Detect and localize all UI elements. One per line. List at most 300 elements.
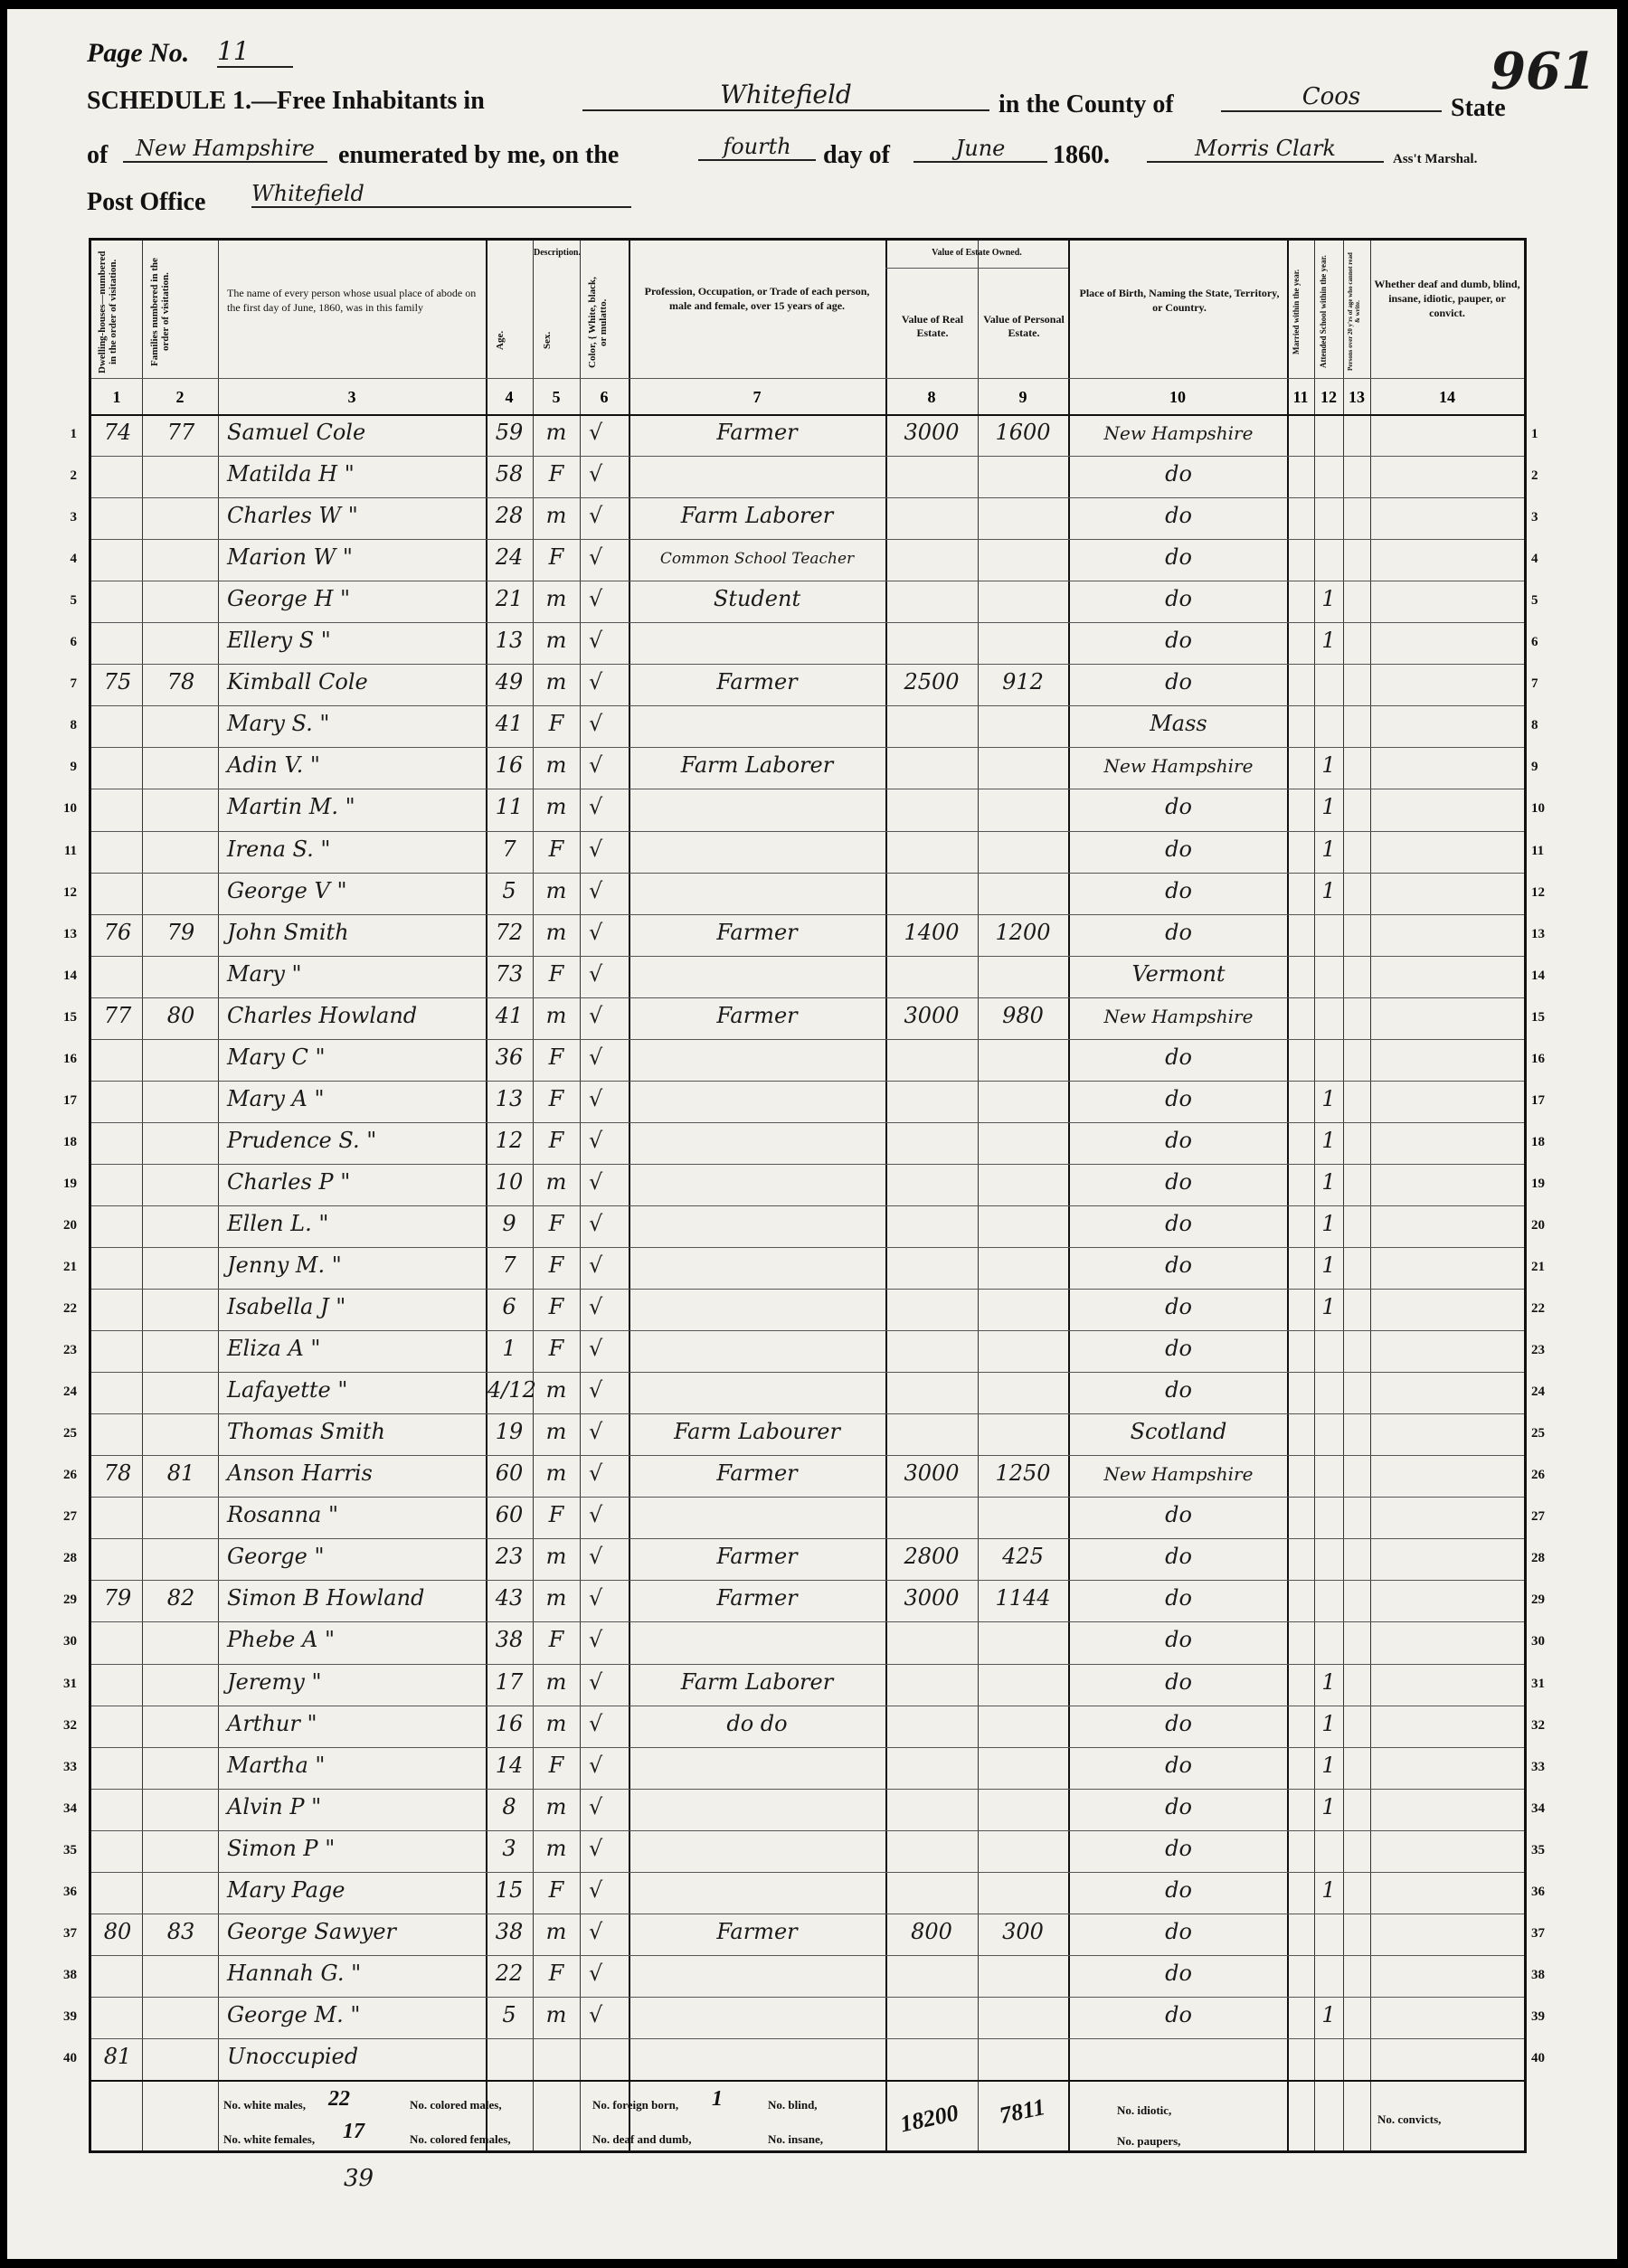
cell-name: George " [227,1544,325,1570]
cell-school: 1 [1321,1168,1336,1195]
line-number-right: 17 [1531,1092,1545,1108]
line-number-right: 9 [1531,760,1538,775]
col-num-3: 3 [347,388,356,406]
cell-school: 1 [1321,1793,1336,1819]
state-label: State [1451,94,1506,122]
cell-birth: do [1165,669,1192,695]
tally-check-icon: √ [589,960,603,987]
cell-name: Rosanna " [227,1502,339,1528]
cell-age: 1 [502,1336,516,1362]
value-group-header: Value of Estate Owned. [932,248,1022,258]
table-row [63,1664,1545,1706]
col-num-4: 4 [505,388,514,406]
cell-fam: 81 [166,1460,195,1487]
cell-occ: Farm Laborer [680,752,834,779]
cell-age: 73 [495,960,524,987]
cell-sex: F [548,960,564,987]
cell-sex: F [548,1127,564,1153]
cell-sex: m [545,1168,567,1195]
cell-birth: do [1165,1502,1192,1528]
line-number-left: 40 [63,2050,77,2065]
line-number-right: 28 [1531,1551,1545,1566]
tally-check-icon: √ [589,1336,603,1362]
line-number-left: 34 [63,1800,77,1816]
tally-check-icon: √ [589,1960,603,1986]
line-number-right: 7 [1531,676,1538,692]
col-header-5: Sex. [542,331,553,349]
line-number-right: 20 [1531,1217,1545,1233]
cell-sex: m [545,752,567,779]
cell-dw: 80 [103,1918,132,1944]
tally-check-icon: √ [589,586,603,612]
cell-birth: do [1165,1710,1192,1736]
cell-age: 58 [495,461,524,487]
col-num-6: 6 [600,388,609,406]
cell-sex: F [548,1044,564,1070]
line-number-left: 10 [63,801,77,817]
line-number-left: 23 [63,1343,77,1358]
cell-age: 60 [495,1460,524,1487]
line-number-right: 19 [1531,1176,1545,1191]
table-row [63,1247,1545,1289]
cell-name: Martin M. " [227,794,355,820]
line-number-left: 14 [63,968,77,983]
cell-age: 10 [495,1168,524,1195]
cell-birth: do [1165,1585,1192,1611]
table-row [70,622,1538,664]
col-num-11: 11 [1292,388,1309,406]
table-row [70,456,1538,497]
table-row [63,956,1545,997]
cell-age: 16 [495,752,524,779]
cell-name: Lafayette " [227,1377,348,1403]
cell-fam: 77 [166,420,195,445]
cell-sex: m [545,628,567,654]
tally-check-icon: √ [589,1460,603,1487]
post-office-label: Post Office [87,188,206,216]
cell-school: 1 [1321,628,1336,654]
table-row [63,831,1545,873]
cell-age: 49 [495,669,524,695]
line-number-left: 31 [63,1676,77,1691]
cell-pers: 300 [1002,1918,1044,1944]
colored-males-label: No. colored males, [410,2098,502,2112]
cell-name: Hannah G. " [227,1960,362,1986]
tally-check-icon: √ [589,1627,603,1653]
cell-sex: m [545,1460,567,1487]
cell-fam: 80 [166,1002,195,1028]
cell-sex: m [545,420,567,445]
cell-age: 5 [502,2001,516,2027]
personal-estate-total: 7811 [997,2093,1047,2129]
cell-birth: do [1165,1294,1192,1320]
state: New Hampshire [123,136,327,163]
table-row [70,581,1538,622]
cell-real: 3000 [904,1585,960,1611]
cell-dw: 75 [103,669,132,695]
cell-birth: do [1165,919,1192,945]
enumeration-day: fourth [698,134,816,161]
col-num-10: 10 [1169,388,1186,406]
cell-name: George M. " [227,2001,361,2027]
cell-age: 21 [495,586,524,612]
cell-sex: m [545,1668,567,1695]
line-number-left: 6 [70,635,77,650]
cell-school: 1 [1321,1294,1336,1320]
line-number-right: 5 [1531,593,1538,609]
line-number-left: 29 [63,1592,77,1608]
table-row [63,2038,1545,2080]
cell-pers: 1600 [995,420,1051,445]
line-number-left: 9 [70,760,77,775]
cell-real: 800 [911,1918,952,1944]
line-number-right: 14 [1531,968,1545,983]
line-number-right: 1 [1531,427,1538,441]
cell-pers: 1200 [995,919,1051,945]
cell-occ: Student [713,586,801,612]
col-header-9: Value of Personal Estate. [983,313,1065,339]
cell-age: 24 [495,544,524,571]
table-row [63,789,1545,830]
cell-name: Phebe A " [227,1627,336,1653]
cell-sex: F [548,1210,564,1236]
cell-birth: do [1165,1793,1192,1819]
cell-sex: m [545,1002,567,1028]
tally-check-icon: √ [589,503,603,529]
cell-birth: New Hampshire [1103,1005,1254,1027]
cell-pers: 1250 [995,1460,1051,1487]
cell-age: 13 [495,1085,524,1111]
table-row [70,414,1538,456]
cell-name: George H " [227,586,351,612]
tally-check-icon: √ [589,1876,603,1903]
cell-age: 4/12 [487,1377,536,1403]
cell-name: Martha " [227,1752,326,1778]
col-num-1: 1 [112,388,121,406]
cell-name: Adin V. " [227,752,320,779]
col-header-4: Age. [495,330,506,350]
town: Whitefield [582,80,989,111]
table-row [63,1706,1545,1747]
col-num-12: 12 [1320,388,1337,406]
table-row [70,747,1538,789]
cell-name: Anson Harris [227,1460,373,1487]
cell-school: 1 [1321,752,1336,779]
table-row [63,1621,1545,1663]
line-number-left: 13 [63,926,77,941]
col-header-11: Married within the year. [1292,269,1301,355]
table-row [63,1872,1545,1914]
col-header-14: Whether deaf and dumb, blind, insane, idiotic, pauper, or convict. [1374,278,1520,319]
col-header-13: Persons over 20 y'rs of age who cannot read & write. [1347,252,1361,372]
cell-fam: 83 [166,1918,195,1944]
schedule-title: SCHEDULE 1.—Free Inhabitants in [87,87,485,115]
foreign-born-label: No. foreign born, [592,2098,679,2112]
line-number-left: 5 [70,593,77,609]
line-number-left: 21 [63,1260,77,1274]
cell-age: 14 [495,1752,524,1778]
tally-check-icon: √ [589,1085,603,1111]
cell-sex: F [548,836,564,862]
cell-occ: Farm Laborer [680,1668,834,1695]
table-row [70,705,1538,747]
tally-check-icon: √ [589,1668,603,1695]
line-number-right: 6 [1531,635,1538,650]
col-num-9: 9 [1018,388,1027,406]
cell-sex: m [545,1419,567,1445]
cell-fam: 82 [166,1585,195,1611]
marshal-name: Morris Clark [1147,136,1384,163]
table-row [63,1997,1545,2038]
cell-dw: 79 [103,1585,132,1611]
tally-check-icon: √ [589,1918,603,1944]
line-number-left: 38 [63,1967,77,1982]
cell-birth: do [1165,628,1192,654]
cell-birth: New Hampshire [1103,755,1254,778]
cell-sex: F [548,461,564,487]
line-number-right: 23 [1531,1343,1545,1358]
cell-school: 1 [1321,1668,1336,1695]
table-row [63,1081,1545,1122]
cell-name: Alvin P " [227,1793,322,1819]
enumeration-year: 1860. [1053,141,1110,169]
cell-birth: do [1165,1085,1192,1111]
tally-check-icon: √ [589,1835,603,1861]
stamp-number: 961 [1491,42,1596,101]
cell-real: 3000 [904,420,960,445]
cell-name: Simon P " [227,1835,336,1861]
cell-age: 23 [495,1544,524,1570]
white-males-label: No. white males, [223,2098,306,2112]
cell-birth: do [1165,836,1192,862]
table-row [63,1205,1545,1247]
cell-birth: New Hampshire [1103,1463,1254,1486]
line-number-right: 35 [1531,1842,1545,1857]
line-number-left: 18 [63,1134,77,1149]
cell-sex: F [548,1252,564,1278]
tally-check-icon: √ [589,669,603,695]
cell-sex: m [545,586,567,612]
enumerated-label: enumerated by me, on the [338,141,620,169]
cell-name: Mary C " [227,1044,326,1070]
cell-school: 1 [1321,1752,1336,1778]
cell-sex: m [545,877,567,903]
col-num-14: 14 [1439,388,1455,406]
cell-name: Irena S. " [227,836,331,862]
line-number-left: 24 [63,1384,77,1400]
cell-sex: F [548,544,564,571]
cell-name: Marion W " [227,544,353,571]
cell-occ: Common School Teacher [659,550,855,569]
cell-name: Arthur " [227,1710,317,1736]
cell-school: 1 [1321,1085,1336,1111]
cell-birth: do [1165,1752,1192,1778]
cell-school: 1 [1321,794,1336,820]
tally-check-icon: √ [589,877,603,903]
table-row [63,1538,1545,1580]
tally-check-icon: √ [589,1585,603,1611]
cell-name: Charles P " [227,1168,351,1195]
table-row [70,539,1538,581]
cell-name: Charles Howland [227,1002,418,1028]
col-header-3: The name of every person whose usual place of abode on the first day of June, 1860, was in this family [227,287,477,314]
table-row [63,1914,1545,1955]
cell-age: 28 [495,503,524,529]
col-num-5: 5 [552,388,561,406]
line-number-right: 3 [1531,510,1538,525]
table-row [70,497,1538,539]
cell-occ: Farmer [716,420,798,445]
tally-check-icon: √ [589,836,603,862]
cell-birth: do [1165,586,1192,612]
cell-sex: m [545,1585,567,1611]
col-header-10: Place of Birth, Naming the State, Territory, or Country. [1079,287,1280,314]
line-number-right: 39 [1531,2008,1545,2024]
tally-check-icon: √ [589,919,603,945]
cell-sex: m [545,2001,567,2027]
table-row [63,873,1545,914]
cell-birth: Vermont [1131,960,1226,987]
cell-real: 3000 [904,1460,960,1487]
cell-sex: F [548,1876,564,1903]
tally-check-icon: √ [589,1544,603,1570]
line-number-right: 4 [1531,552,1538,567]
tally-check-icon: √ [589,1168,603,1195]
cell-age: 36 [495,1044,524,1070]
cell-age: 13 [495,628,524,654]
cell-name: Mary S. " [227,711,330,737]
cell-pers: 980 [1002,1002,1044,1028]
real-estate-total: 18200 [897,2099,961,2138]
line-number-left: 22 [63,1301,77,1317]
cell-occ: Farm Laborer [680,503,834,529]
cell-occ: Farmer [716,919,798,945]
cell-birth: do [1165,461,1192,487]
cell-occ: Farmer [716,1585,798,1611]
enumeration-month: June [913,136,1047,163]
cell-occ: Farmer [716,669,798,695]
col-num-8: 8 [927,388,936,406]
cell-name: Mary A " [227,1085,325,1111]
of-label: of [87,141,109,169]
cell-birth: do [1165,544,1192,571]
cell-name: Eliza A " [227,1336,321,1362]
line-number-right: 16 [1531,1051,1545,1066]
cell-fam: 78 [166,669,195,695]
cell-sex: F [548,1336,564,1362]
line-number-left: 17 [63,1092,77,1108]
tally-check-icon: √ [589,1044,603,1070]
cell-age: 15 [495,1876,524,1903]
tally-check-icon: √ [589,1419,603,1445]
line-number-left: 36 [63,1884,77,1899]
col-header-1: Dwelling-houses—numbered in the order of visitation. [97,250,118,373]
table-row [63,1372,1545,1413]
cell-birth: do [1165,1168,1192,1195]
cell-birth: Mass [1150,711,1207,737]
cell-birth: do [1165,1210,1192,1236]
cell-name: Jenny M. " [227,1252,342,1278]
cell-age: 41 [495,711,524,737]
cell-birth: do [1165,1835,1192,1861]
line-number-right: 13 [1531,926,1545,941]
cell-name: Jeremy " [227,1668,322,1695]
cell-sex: F [548,1502,564,1528]
white-males: 22 [328,2087,350,2111]
line-number-left: 20 [63,1217,77,1233]
cell-birth: do [1165,503,1192,529]
cell-occ: Farm Labourer [674,1419,840,1445]
cell-occ: Farmer [716,1918,798,1944]
col-header-12: Attended School within the year. [1319,255,1328,369]
cell-birth: do [1165,1960,1192,1986]
line-number-right: 29 [1531,1592,1545,1608]
cell-name: Thomas Smith [227,1419,385,1445]
cell-occ: Farmer [716,1460,798,1487]
cell-name: Kimball Cole [227,669,368,695]
cell-birth: New Hampshire [1103,422,1254,444]
col-header-7: Profession, Occupation, or Trade of each person, male and female, over 15 years of age. [644,285,870,312]
line-number-right: 18 [1531,1134,1545,1149]
cell-birth: do [1165,1876,1192,1903]
cell-age: 41 [495,1002,524,1028]
cell-birth: do [1165,1627,1192,1653]
tally-check-icon: √ [589,711,603,737]
insane-label: No. insane, [768,2132,824,2146]
cell-occ: Farmer [716,1544,798,1570]
cell-age: 8 [502,1793,516,1819]
line-number-right: 15 [1531,1009,1545,1025]
cell-birth: do [1165,1377,1192,1403]
page-number: 11 [217,36,293,68]
table-row [63,914,1545,956]
col-header-2: Families numbered in the order of visitation. [149,258,171,366]
cell-age: 19 [495,1419,524,1445]
cell-school: 1 [1321,877,1336,903]
colored-females-label: No. colored females, [410,2132,511,2146]
col-header-8: Value of Real Estate. [901,313,964,339]
line-number-right: 40 [1531,2050,1545,2065]
cell-real: 2800 [904,1544,960,1570]
line-number-left: 25 [63,1426,77,1441]
post-office: Whitefield [251,181,631,208]
paupers-label: No. paupers, [1117,2134,1181,2148]
cell-birth: do [1165,877,1192,903]
table-row [63,997,1545,1039]
cell-sex: m [545,669,567,695]
table-row [63,1830,1545,1872]
cell-age: 5 [502,877,516,903]
line-number-left: 28 [63,1551,77,1566]
cell-sex: m [545,919,567,945]
table-row [63,1164,1545,1205]
cell-age: 59 [495,420,524,445]
description-group-header: Description. [534,248,581,258]
cell-name: Samuel Cole [227,420,366,445]
col-num-7: 7 [752,388,762,406]
tally-check-icon: √ [589,1002,603,1028]
cell-age: 22 [495,1960,524,1986]
line-number-left: 32 [63,1717,77,1733]
cell-name: Mary Page [227,1876,345,1903]
cell-name: Ellery S " [227,628,331,654]
cell-name: Charles W " [227,503,358,529]
cell-occ: do do [726,1710,788,1736]
line-number-left: 16 [63,1051,77,1066]
cell-name: Ellen L. " [227,1210,329,1236]
line-number-left: 12 [63,884,77,900]
cell-age: 43 [495,1585,524,1611]
